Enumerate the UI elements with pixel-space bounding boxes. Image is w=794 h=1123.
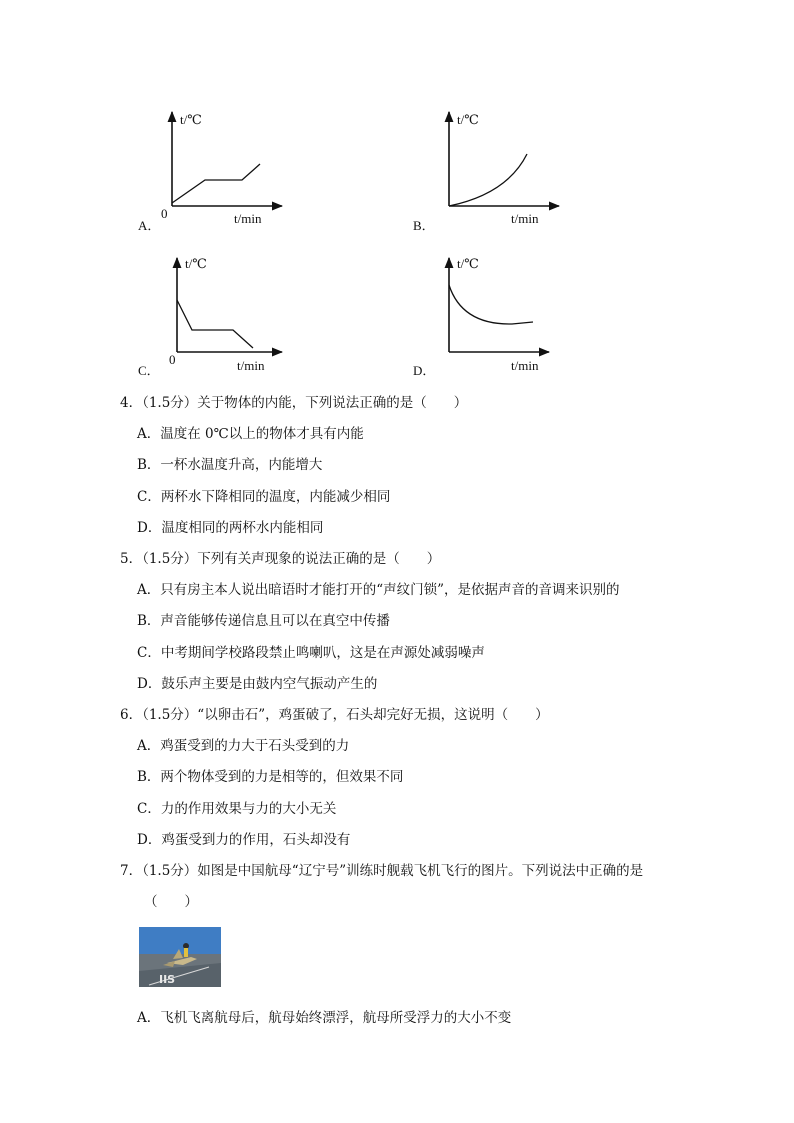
x-axis-label: t/min [237, 358, 265, 373]
temperature-curve [449, 285, 533, 324]
y-axis-label: t/℃ [180, 112, 202, 127]
graph-c-letter: C． [138, 363, 160, 378]
question-4-option-d: D．温度相同的两杯水内能相同 [137, 520, 324, 536]
question-6-option-c: C．力的作用效果与力的大小无关 [137, 801, 337, 817]
question-6-option-a: A．鸡蛋受到的力大于石头受到的力 [137, 738, 350, 754]
question-5-option-b: B．声音能够传递信息且可以在真空中传播 [137, 613, 390, 629]
question-7-stem: 7．（1.5分）如图是中国航母“辽宁号”训练时舰载飞机飞行的图片。下列说法中正确的是 [120, 863, 644, 879]
y-axis-label: t/℃ [185, 256, 207, 271]
temperature-curve [449, 154, 527, 206]
y-axis-label: t/℃ [457, 256, 479, 271]
graph-b-letter: B． [413, 218, 435, 233]
question-7-stem-bracket: （ ） [144, 894, 198, 910]
question-4-option-b: B．一杯水温度升高，内能增大 [137, 457, 323, 473]
x-axis-label: t/min [234, 211, 262, 226]
aircraft-carrier-photo [139, 927, 221, 987]
graph-a-svg [160, 104, 285, 224]
graph-a [160, 104, 285, 224]
graph-b-svg [437, 104, 562, 224]
y-axis-label: t/℃ [457, 112, 479, 127]
question-5-option-d: D．鼓乐声主要是由鼓内空气振动产生的 [137, 676, 378, 692]
graph-b [437, 104, 562, 224]
question-4-stem: 4．（1.5分）关于物体的内能，下列说法正确的是（ ） [120, 395, 468, 411]
question-4-option-a: A．温度在 0℃以上的物体才具有内能 [137, 426, 364, 442]
graph-d-letter: D． [413, 363, 436, 378]
temperature-curve [172, 164, 260, 203]
graph-c [165, 250, 290, 373]
x-axis-label: t/min [511, 211, 539, 226]
question-6-stem: 6．（1.5分）“以卵击石”，鸡蛋破了，石头却完好无损，这说明（ ） [120, 707, 549, 723]
question-5-stem: 5．（1.5分）下列有关声现象的说法正确的是（ ） [120, 551, 441, 567]
graph-d-svg [437, 250, 562, 373]
temperature-curve [177, 300, 253, 348]
graph-c-svg [165, 250, 290, 373]
origin-label: 0 [169, 352, 176, 367]
graph-a-letter: A． [138, 218, 161, 233]
origin-label: 0 [161, 206, 168, 221]
question-4-option-c: C．两杯水下降相同的温度，内能减少相同 [137, 489, 391, 505]
x-axis-label: t/min [511, 358, 539, 373]
graph-d [437, 250, 562, 373]
carrier-jet-illustration [139, 927, 221, 987]
question-7-option-a: A．飞机飞离航母后，航母始终漂浮，航母所受浮力的大小不变 [137, 1010, 512, 1026]
question-5-option-c: C．中考期间学校路段禁止鸣喇叭，这是在声源处减弱噪声 [137, 645, 485, 661]
svg-text:IIS: IIS [159, 973, 176, 986]
question-6-option-d: D．鸡蛋受到力的作用，石头却没有 [137, 832, 351, 848]
question-5-option-a: A．只有房主本人说出暗语时才能打开的“声纹门锁”，是依据声音的音调来识别的 [137, 582, 620, 598]
question-6-option-b: B．两个物体受到的力是相等的，但效果不同 [137, 769, 404, 785]
